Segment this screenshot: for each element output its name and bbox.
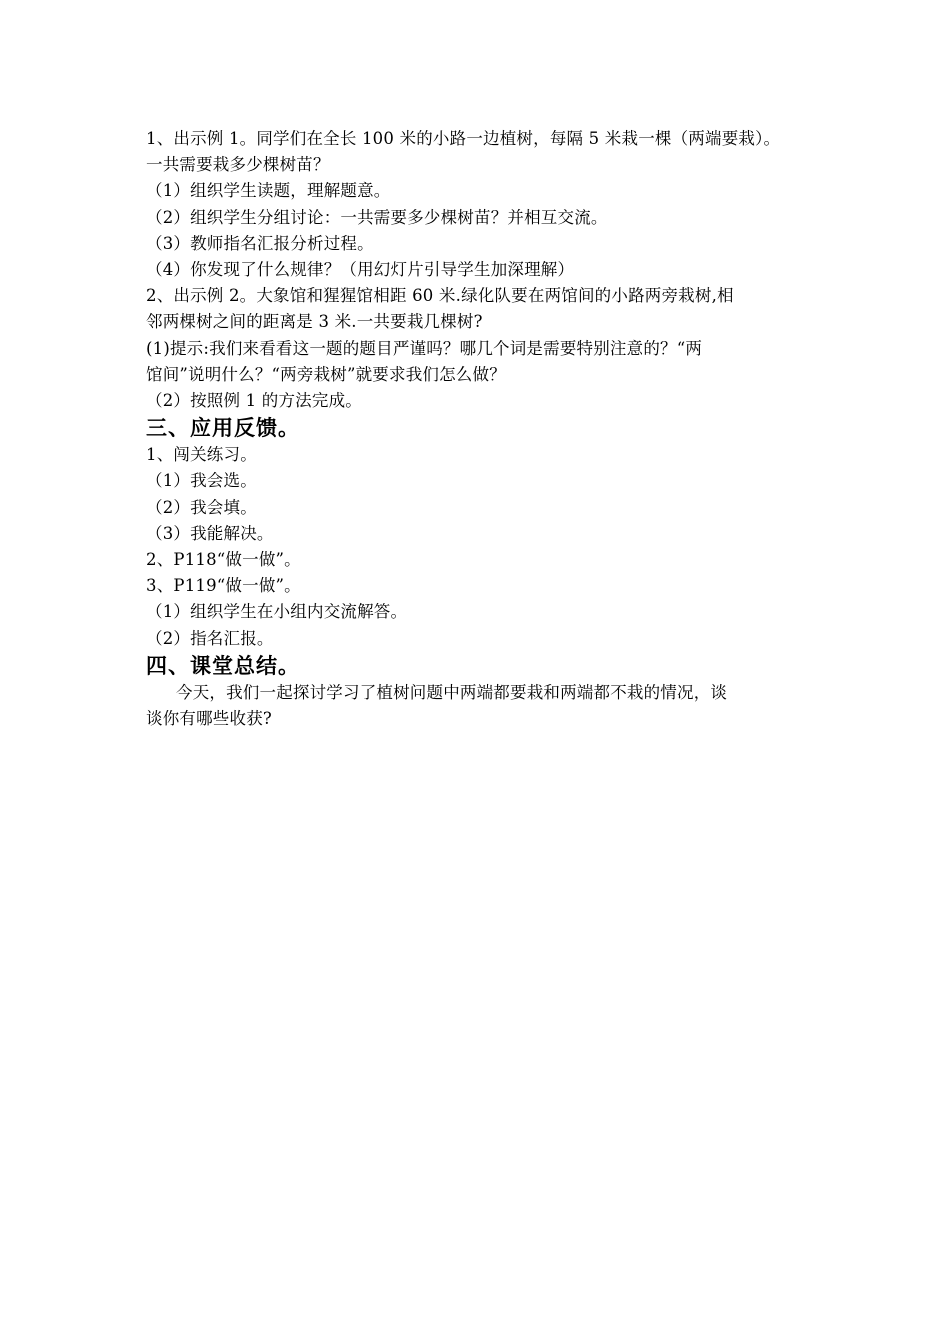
text-line: （2）按照例 1 的方法完成。	[146, 391, 362, 411]
text-line: 1、闯关练习。	[146, 445, 257, 465]
text-line: （1）组织学生在小组内交流解答。	[146, 602, 408, 622]
text-line: 1、出示例 1。同学们在全长 100 米的小路一边植树，每隔 5 米栽一棵（两端要栽）。	[146, 129, 781, 148]
text-line: （4）你发现了什么规律？（用幻灯片引导学生加深理解）	[146, 260, 575, 280]
text-line: （2）指名汇报。	[146, 628, 274, 648]
text-line: （3）我能解决。	[146, 523, 274, 543]
text-line: （1）我会选。	[146, 471, 257, 491]
text-line: 3、P119“做一做”。	[146, 576, 301, 596]
text-line: （3）教师指名汇报分析过程。	[146, 233, 374, 253]
section-heading-application-feedback: 三、应用反馈。	[146, 416, 300, 441]
text-line: （2）我会填。	[146, 497, 257, 517]
document-body	[146, 126, 826, 732]
text-line: 谈你有哪些收获?	[146, 709, 272, 729]
text-line: （1）组织学生读题，理解题意。	[146, 181, 391, 201]
text-line: (1)提示:我们来看看这一题的题目严谨吗？哪几个词是需要特别注意的？“两	[146, 338, 703, 358]
text-line: 一共需要栽多少棵树苗？	[146, 155, 330, 175]
text-line: 2、P118“做一做”。	[146, 550, 301, 570]
text-line: 馆间”说明什么？“两旁栽树”就要求我们怎么做？	[146, 364, 506, 384]
text-line: （2）组织学生分组讨论：一共需要多少棵树苗？并相互交流。	[146, 207, 608, 227]
text-line: 2、出示例 2。大象馆和猩猩馆相距 60 米.绿化队要在两馆间的小路两旁栽树,相	[146, 286, 734, 306]
section-heading-class-summary: 四、课堂总结。	[146, 653, 300, 678]
text-line: 邻两棵树之间的距离是 3 米.一共要栽几棵树?	[146, 312, 483, 332]
text-line: 今天，我们一起探讨学习了植树问题中两端都要栽和两端都不栽的情况，谈	[176, 682, 728, 702]
